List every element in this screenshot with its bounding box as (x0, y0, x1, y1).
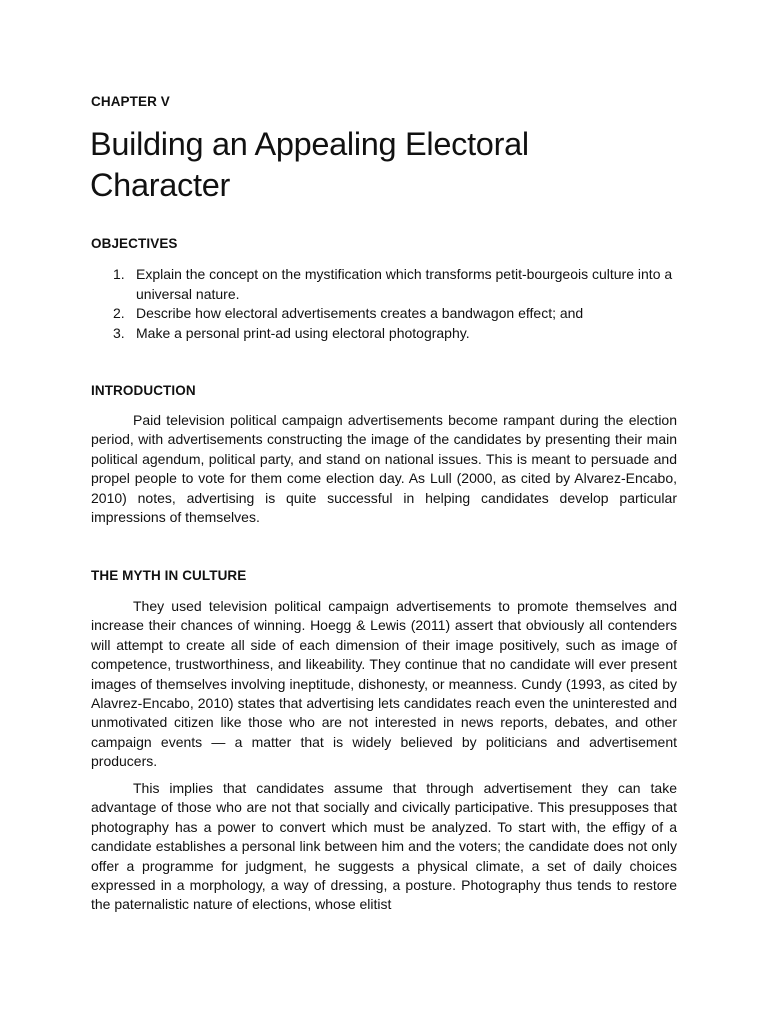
objective-text: Make a personal print-ad using electoral photography. (136, 324, 470, 341)
objective-item (91, 324, 677, 344)
objectives-list (91, 265, 677, 343)
objective-item (91, 265, 677, 304)
objective-item (91, 304, 677, 324)
objective-number: 3. (113, 324, 125, 341)
introduction-paragraph: Paid television political campaign advertisements become rampant during the election period, with advertisements constructing the image of the candidates by presenting their main political agendum, political party, and stand on national issues. This is meant to persuade and propel people to vote for them come election day. As Lull (2000, as cited by Alvarez-Encabo, 2010) notes, advertising is quite successful in helping candidates develop particular impressions of themselves. (91, 412, 677, 526)
myth-paragraph-1: They used television political campaign advertisements to promote themselves and increase their chances of winning. Hoegg & Lewis (2011) assert that obviously all contenders will attempt to create all side of each dimension of their image positively, such as image of competence, trustworthiness, and likeability. They continue that no candidate will ever present images of themselves involving ineptitude, dishonesty, or meanness. Cundy (1993, as cited by Alavrez-Encabo, 2010) states that advertising lets candidates reach even the uninterested and unmotivated citizen like those who are not interested in news reports, debates, and other campaign events — a matter that is widely believed by politicians and advertisement producers. (91, 598, 677, 770)
objectives-heading: OBJECTIVES (91, 236, 178, 251)
objective-number: 2. (113, 305, 125, 321)
chapter-label: CHAPTER V (91, 94, 170, 109)
objective-text: Describe how electoral advertisements creates a bandwagon effect; and (136, 305, 584, 321)
myth-paragraph-2: This implies that candidates assume that through advertisement they can take advantage of those who are not that socially and civically participative. This presupposes that photography has a power to convert which must be analyzed. To start with, the effigy of a candidate establishes a personal link between him and the voters; the candidate does not only offer a programme for judgment, he suggests a physical climate, a set of daily choices expressed in a morphology, a way of dressing, a posture. Photography thus tends to restore the paternalistic nature of elections, whose elitist (91, 780, 677, 913)
objective-number: 1. (113, 266, 125, 282)
objective-text: Explain the concept on the mystification which transforms petit-bourgeois culture into a universal nature. (136, 266, 673, 302)
chapter-title: Building an Appealing Electoral Character (90, 126, 529, 203)
introduction-heading: INTRODUCTION (91, 383, 196, 398)
myth-heading: THE MYTH IN CULTURE (91, 568, 247, 583)
